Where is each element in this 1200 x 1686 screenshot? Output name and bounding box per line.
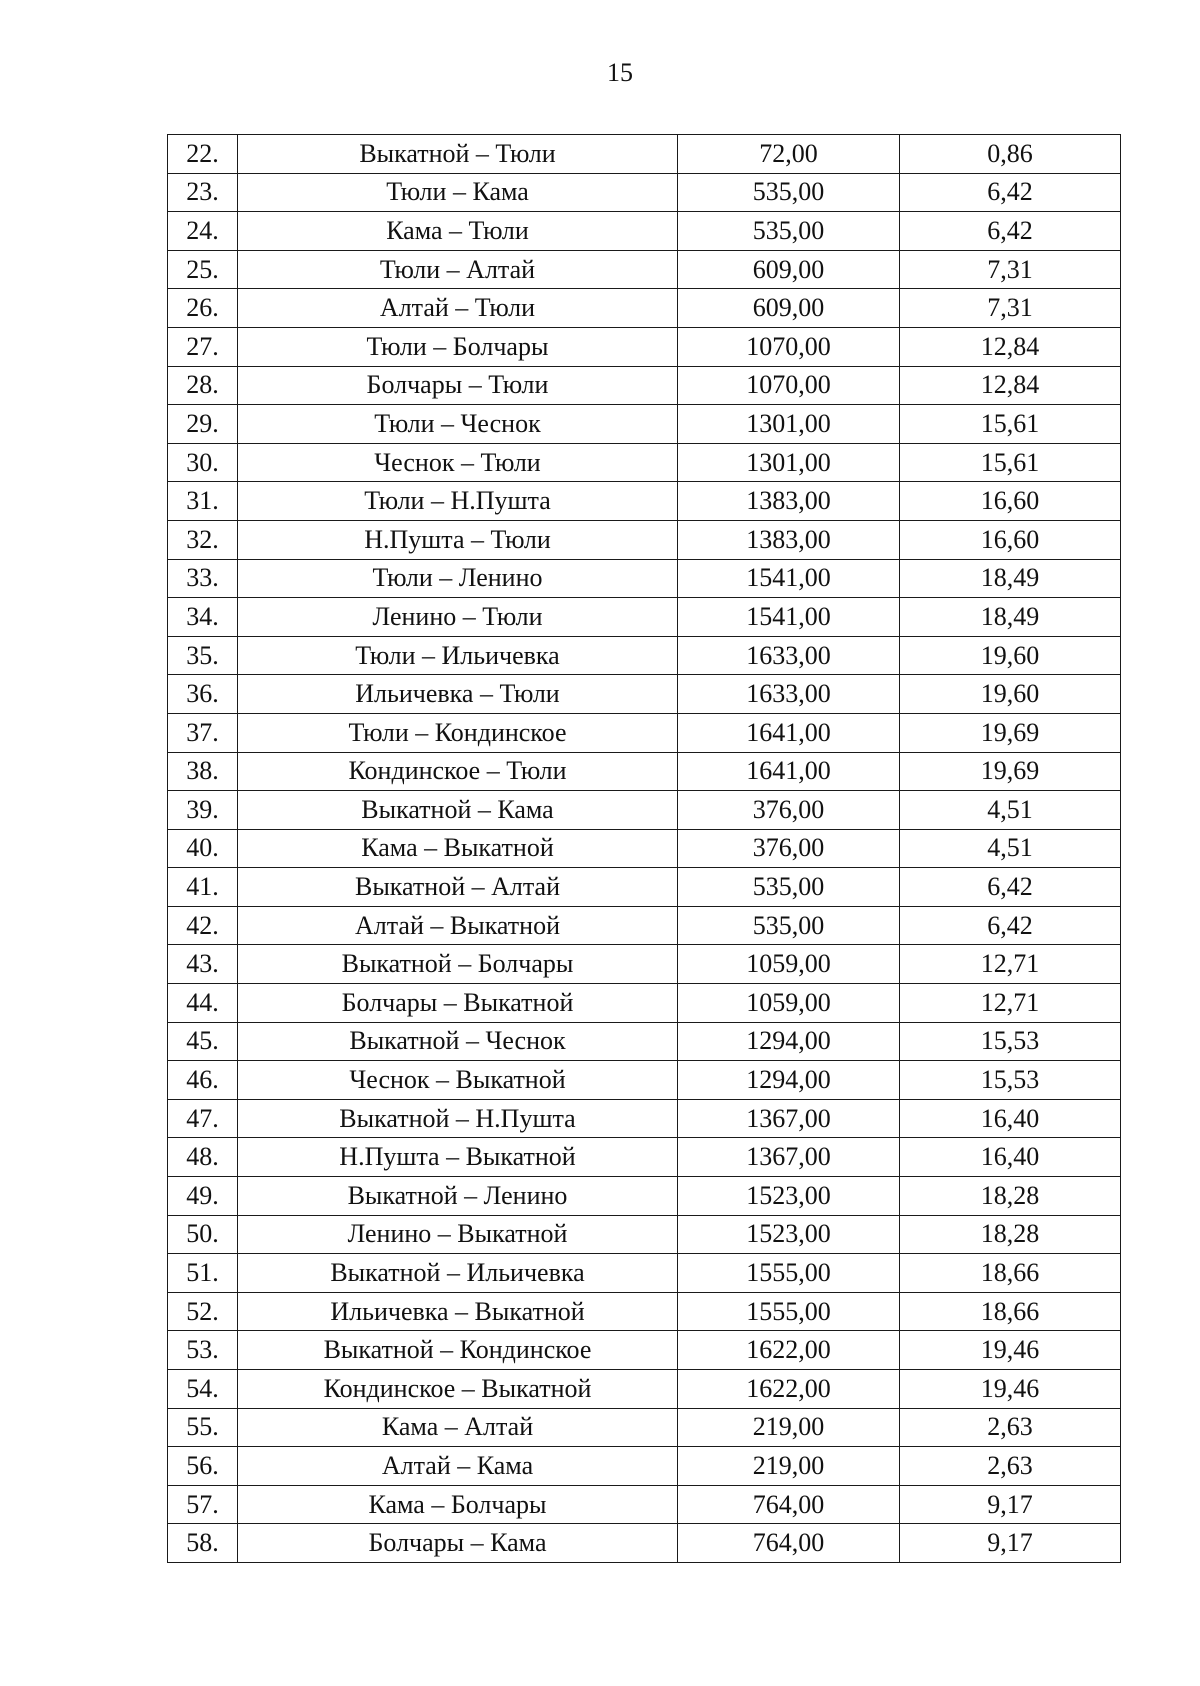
distance-cell: 1070,00 (678, 327, 900, 366)
table-row (168, 135, 1121, 174)
route-cell: Выкатной – Кама (238, 791, 678, 830)
row-number-cell: 26. (168, 289, 238, 328)
row-number-cell: 50. (168, 1215, 238, 1254)
cost-cell: 18,49 (900, 559, 1121, 598)
row-number-cell: 27. (168, 327, 238, 366)
cost-cell: 9,17 (900, 1485, 1121, 1524)
page-number: 15 (607, 58, 633, 87)
row-number-cell: 40. (168, 829, 238, 868)
cost-cell: 7,31 (900, 289, 1121, 328)
table-row (168, 250, 1121, 289)
cost-cell: 6,42 (900, 868, 1121, 907)
distance-cell: 1641,00 (678, 752, 900, 791)
cost-cell: 19,69 (900, 752, 1121, 791)
distance-cell: 219,00 (678, 1408, 900, 1447)
distance-cell: 1070,00 (678, 366, 900, 405)
cost-cell: 15,53 (900, 1022, 1121, 1061)
distance-cell: 1294,00 (678, 1022, 900, 1061)
cost-cell: 19,60 (900, 636, 1121, 675)
cost-cell: 16,60 (900, 520, 1121, 559)
route-cell: Выкатной – Тюли (238, 135, 678, 174)
distance-cell: 1641,00 (678, 713, 900, 752)
table-row (168, 1138, 1121, 1177)
row-number-cell: 22. (168, 135, 238, 174)
row-number-cell: 37. (168, 713, 238, 752)
table-row (168, 829, 1121, 868)
route-cell: Тюли – Н.Пушта (238, 482, 678, 521)
cost-cell: 18,66 (900, 1254, 1121, 1293)
route-cell: Кондинское – Тюли (238, 752, 678, 791)
row-number-cell: 47. (168, 1099, 238, 1138)
table-row (168, 636, 1121, 675)
row-number-cell: 42. (168, 906, 238, 945)
table-row (168, 675, 1121, 714)
distance-cell: 376,00 (678, 829, 900, 868)
table-row (168, 713, 1121, 752)
table-row (168, 984, 1121, 1023)
row-number-cell: 45. (168, 1022, 238, 1061)
route-cell: Кама – Болчары (238, 1485, 678, 1524)
distance-cell: 1523,00 (678, 1215, 900, 1254)
cost-cell: 16,40 (900, 1138, 1121, 1177)
row-number-cell: 29. (168, 405, 238, 444)
cost-cell: 18,49 (900, 598, 1121, 637)
row-number-cell: 44. (168, 984, 238, 1023)
distance-cell: 1541,00 (678, 598, 900, 637)
cost-cell: 2,63 (900, 1408, 1121, 1447)
table-row (168, 1447, 1121, 1486)
route-cell: Болчары – Выкатной (238, 984, 678, 1023)
cost-cell: 12,84 (900, 366, 1121, 405)
row-number-cell: 38. (168, 752, 238, 791)
row-number-cell: 34. (168, 598, 238, 637)
table-row (168, 598, 1121, 637)
distance-cell: 1622,00 (678, 1370, 900, 1409)
route-cell: Тюли – Алтай (238, 250, 678, 289)
route-cell: Чеснок – Тюли (238, 443, 678, 482)
distance-cell: 1301,00 (678, 443, 900, 482)
distance-cell: 764,00 (678, 1485, 900, 1524)
cost-cell: 19,60 (900, 675, 1121, 714)
route-cell: Кама – Алтай (238, 1408, 678, 1447)
table-row (168, 482, 1121, 521)
row-number-cell: 51. (168, 1254, 238, 1293)
cost-cell: 16,60 (900, 482, 1121, 521)
cost-cell: 4,51 (900, 791, 1121, 830)
table-row (168, 906, 1121, 945)
row-number-cell: 33. (168, 559, 238, 598)
table-row (168, 366, 1121, 405)
route-cell: Выкатной – Кондинское (238, 1331, 678, 1370)
route-cell: Ленино – Тюли (238, 598, 678, 637)
route-cell: Ильичевка – Выкатной (238, 1292, 678, 1331)
table-row (168, 520, 1121, 559)
row-number-cell: 31. (168, 482, 238, 521)
table-row (168, 1099, 1121, 1138)
route-tariff-table (167, 134, 1121, 1563)
table-row (168, 1524, 1121, 1563)
route-cell: Кама – Тюли (238, 212, 678, 251)
route-cell: Ильичевка – Тюли (238, 675, 678, 714)
table-row (168, 1061, 1121, 1100)
cost-cell: 15,53 (900, 1061, 1121, 1100)
route-cell: Выкатной – Ленино (238, 1177, 678, 1216)
row-number-cell: 56. (168, 1447, 238, 1486)
distance-cell: 535,00 (678, 212, 900, 251)
table-row (168, 868, 1121, 907)
row-number-cell: 23. (168, 173, 238, 212)
distance-cell: 535,00 (678, 906, 900, 945)
cost-cell: 6,42 (900, 906, 1121, 945)
distance-cell: 1523,00 (678, 1177, 900, 1216)
route-cell: Выкатной – Ильичевка (238, 1254, 678, 1293)
distance-cell: 1555,00 (678, 1254, 900, 1293)
cost-cell: 6,42 (900, 173, 1121, 212)
row-number-cell: 41. (168, 868, 238, 907)
distance-cell: 1059,00 (678, 984, 900, 1023)
table-row (168, 1485, 1121, 1524)
cost-cell: 12,71 (900, 945, 1121, 984)
route-cell: Алтай – Тюли (238, 289, 678, 328)
distance-cell: 1367,00 (678, 1138, 900, 1177)
table-row (168, 791, 1121, 830)
distance-cell: 1555,00 (678, 1292, 900, 1331)
cost-cell: 0,86 (900, 135, 1121, 174)
table-row (168, 1177, 1121, 1216)
route-cell: Выкатной – Болчары (238, 945, 678, 984)
table-row (168, 559, 1121, 598)
cost-cell: 16,40 (900, 1099, 1121, 1138)
route-cell: Тюли – Кама (238, 173, 678, 212)
route-cell: Н.Пушта – Выкатной (238, 1138, 678, 1177)
route-cell: Тюли – Кондинское (238, 713, 678, 752)
route-cell: Кама – Выкатной (238, 829, 678, 868)
table-row (168, 327, 1121, 366)
table-body (168, 135, 1121, 1563)
distance-cell: 1383,00 (678, 520, 900, 559)
row-number-cell: 36. (168, 675, 238, 714)
row-number-cell: 39. (168, 791, 238, 830)
row-number-cell: 30. (168, 443, 238, 482)
table-row (168, 1408, 1121, 1447)
cost-cell: 19,46 (900, 1370, 1121, 1409)
row-number-cell: 24. (168, 212, 238, 251)
cost-cell: 18,28 (900, 1215, 1121, 1254)
cost-cell: 19,69 (900, 713, 1121, 752)
table-row (168, 1254, 1121, 1293)
route-cell: Болчары – Тюли (238, 366, 678, 405)
table-row (168, 752, 1121, 791)
route-cell: Выкатной – Чеснок (238, 1022, 678, 1061)
distance-cell: 609,00 (678, 289, 900, 328)
route-cell: Выкатной – Н.Пушта (238, 1099, 678, 1138)
row-number-cell: 48. (168, 1138, 238, 1177)
distance-cell: 535,00 (678, 868, 900, 907)
distance-cell: 609,00 (678, 250, 900, 289)
row-number-cell: 54. (168, 1370, 238, 1409)
table-row (168, 1331, 1121, 1370)
route-cell: Чеснок – Выкатной (238, 1061, 678, 1100)
row-number-cell: 35. (168, 636, 238, 675)
table-row (168, 1370, 1121, 1409)
distance-cell: 1294,00 (678, 1061, 900, 1100)
distance-cell: 1301,00 (678, 405, 900, 444)
cost-cell: 19,46 (900, 1331, 1121, 1370)
row-number-cell: 49. (168, 1177, 238, 1216)
cost-cell: 15,61 (900, 405, 1121, 444)
table-row (168, 405, 1121, 444)
cost-cell: 7,31 (900, 250, 1121, 289)
route-cell: Тюли – Чеснок (238, 405, 678, 444)
row-number-cell: 46. (168, 1061, 238, 1100)
distance-cell: 1633,00 (678, 636, 900, 675)
table-row (168, 212, 1121, 251)
distance-cell: 764,00 (678, 1524, 900, 1563)
route-cell: Кондинское – Выкатной (238, 1370, 678, 1409)
distance-cell: 1383,00 (678, 482, 900, 521)
route-cell: Н.Пушта – Тюли (238, 520, 678, 559)
route-cell: Ленино – Выкатной (238, 1215, 678, 1254)
table-row (168, 443, 1121, 482)
distance-cell: 72,00 (678, 135, 900, 174)
route-cell: Тюли – Болчары (238, 327, 678, 366)
route-cell: Алтай – Кама (238, 1447, 678, 1486)
row-number-cell: 55. (168, 1408, 238, 1447)
distance-cell: 1059,00 (678, 945, 900, 984)
route-cell: Тюли – Ленино (238, 559, 678, 598)
route-cell: Тюли – Ильичевка (238, 636, 678, 675)
distance-cell: 376,00 (678, 791, 900, 830)
route-cell: Выкатной – Алтай (238, 868, 678, 907)
row-number-cell: 25. (168, 250, 238, 289)
row-number-cell: 32. (168, 520, 238, 559)
distance-cell: 1541,00 (678, 559, 900, 598)
row-number-cell: 53. (168, 1331, 238, 1370)
cost-cell: 12,84 (900, 327, 1121, 366)
table-row (168, 173, 1121, 212)
table-row (168, 289, 1121, 328)
row-number-cell: 28. (168, 366, 238, 405)
table-row (168, 1022, 1121, 1061)
cost-cell: 18,66 (900, 1292, 1121, 1331)
route-cell: Алтай – Выкатной (238, 906, 678, 945)
route-cell: Болчары – Кама (238, 1524, 678, 1563)
row-number-cell: 57. (168, 1485, 238, 1524)
cost-cell: 6,42 (900, 212, 1121, 251)
table-row (168, 945, 1121, 984)
cost-cell: 9,17 (900, 1524, 1121, 1563)
cost-cell: 12,71 (900, 984, 1121, 1023)
cost-cell: 15,61 (900, 443, 1121, 482)
table-row (168, 1215, 1121, 1254)
table-row (168, 1292, 1121, 1331)
distance-cell: 535,00 (678, 173, 900, 212)
cost-cell: 4,51 (900, 829, 1121, 868)
distance-cell: 219,00 (678, 1447, 900, 1486)
cost-cell: 2,63 (900, 1447, 1121, 1486)
distance-cell: 1633,00 (678, 675, 900, 714)
distance-cell: 1622,00 (678, 1331, 900, 1370)
row-number-cell: 43. (168, 945, 238, 984)
row-number-cell: 52. (168, 1292, 238, 1331)
distance-cell: 1367,00 (678, 1099, 900, 1138)
cost-cell: 18,28 (900, 1177, 1121, 1216)
row-number-cell: 58. (168, 1524, 238, 1563)
